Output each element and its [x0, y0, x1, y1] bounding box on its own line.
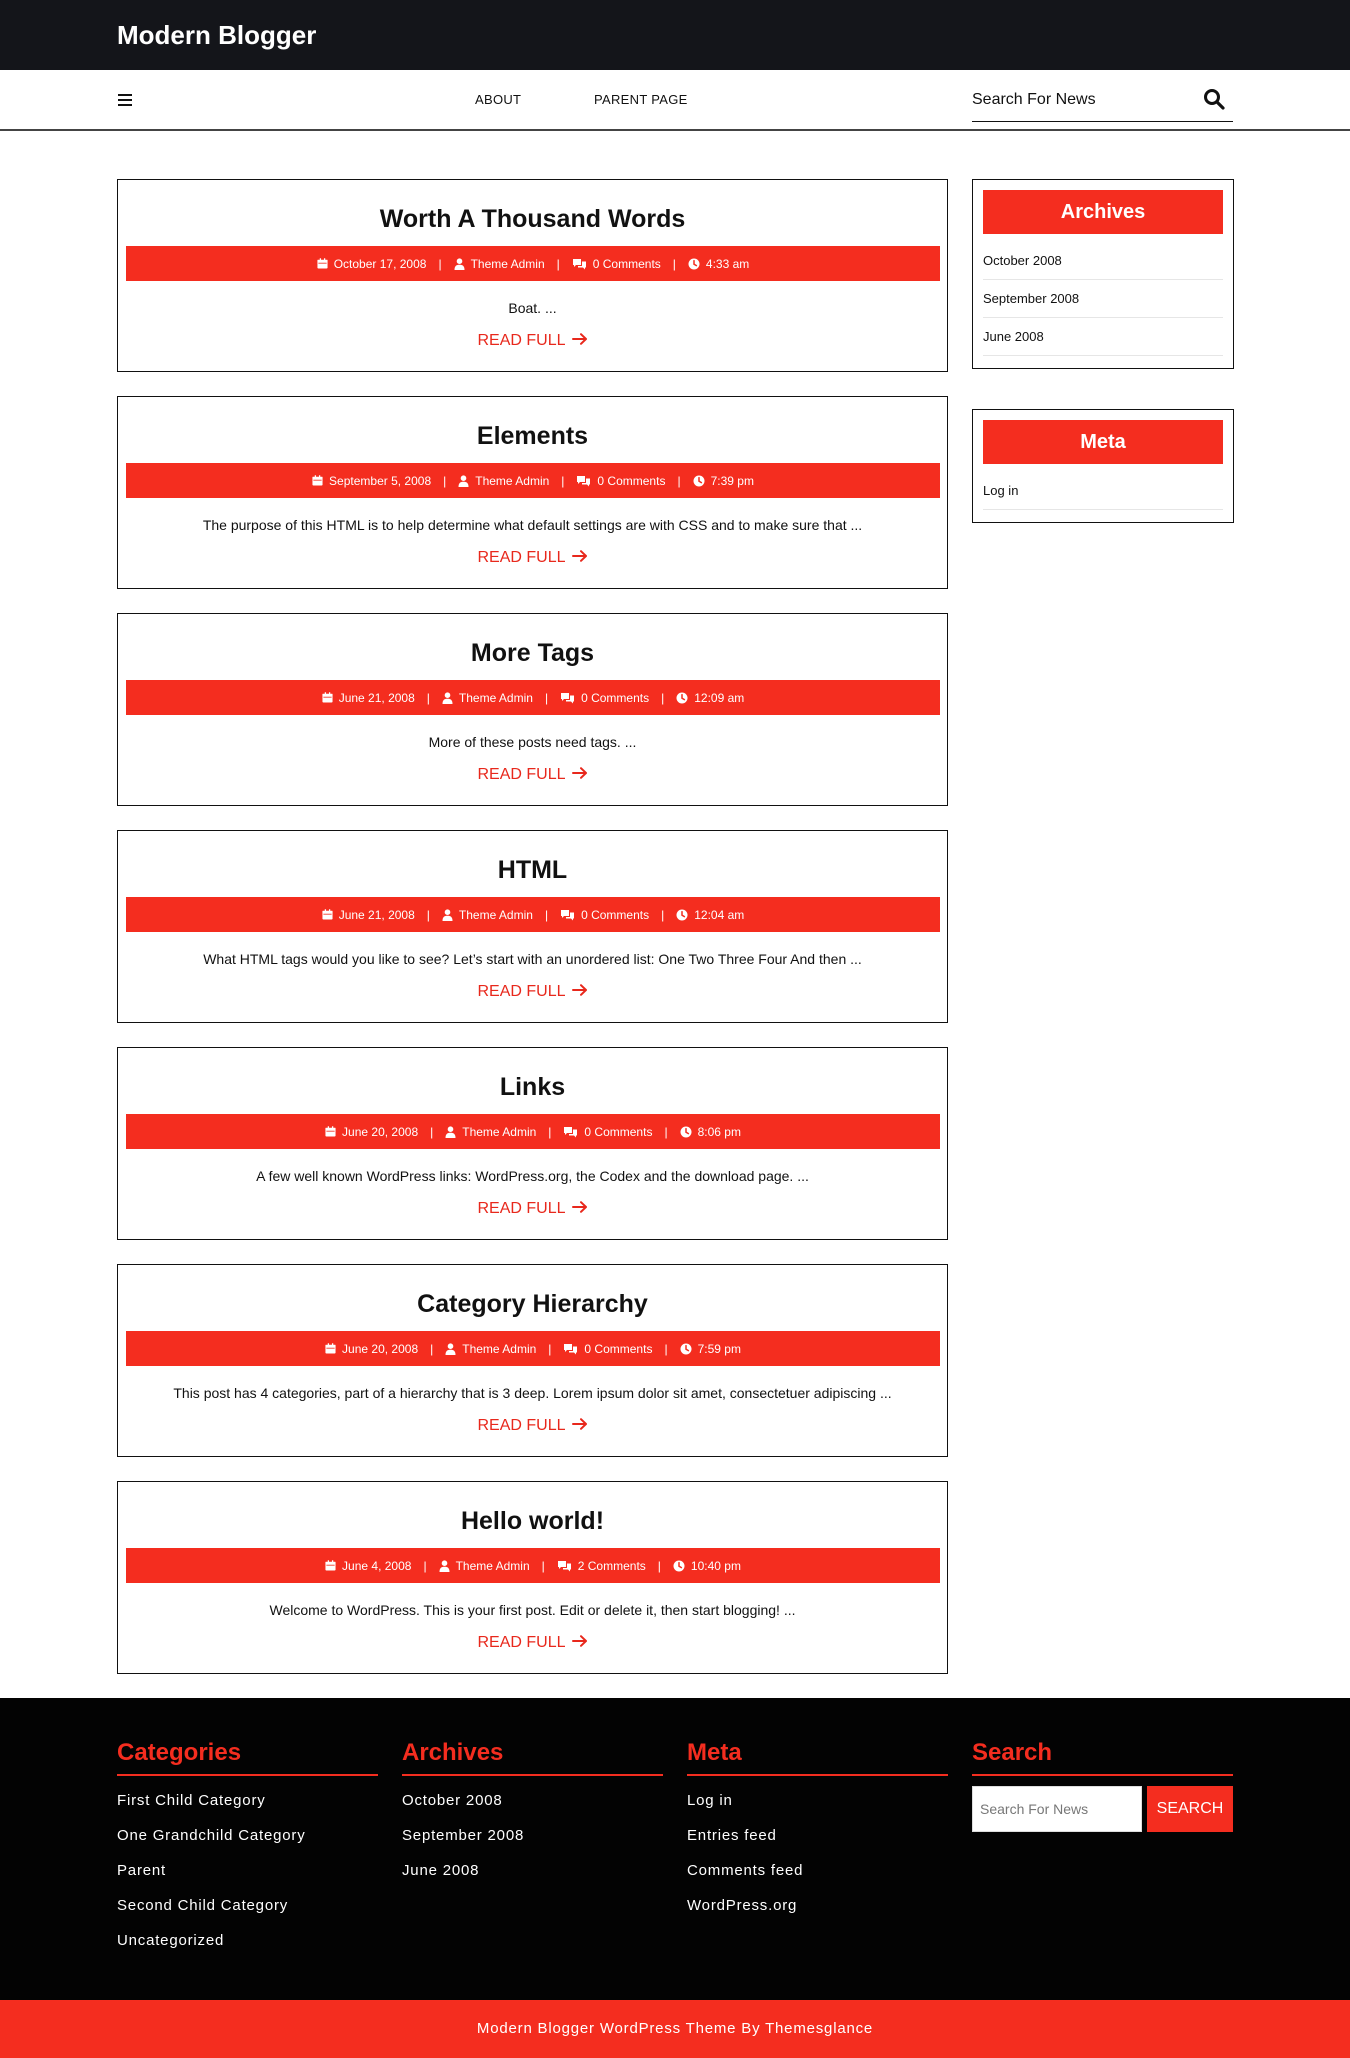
footer-heading: Search: [972, 1738, 1233, 1776]
post-date[interactable]: [325, 1125, 418, 1139]
post-author-text: Theme Admin: [462, 1124, 537, 1139]
post-meta-bar: [126, 246, 940, 281]
meta-separator: |: [657, 1558, 661, 1573]
post-comments[interactable]: [563, 1125, 652, 1139]
arrow-right-icon: [572, 1633, 588, 1653]
footer-meta-link[interactable]: Log in: [687, 1792, 733, 1809]
footer-category-link[interactable]: Uncategorized: [117, 1932, 225, 1949]
post-time-text: 12:09 am: [694, 690, 745, 705]
post-card: [117, 179, 948, 372]
meta-separator: |: [661, 690, 665, 705]
meta-separator: |: [426, 907, 430, 922]
post-excerpt: What HTML tags would you like to see? Let’s start with an unordered list: One Two Three Four And then ...: [203, 951, 862, 967]
post-card: [117, 613, 948, 806]
meta-separator: |: [677, 473, 681, 488]
post-time-text: 10:40 pm: [690, 1558, 741, 1573]
post-excerpt: The purpose of this HTML is to help determine what default settings are with CSS and to make sure that ...: [202, 517, 863, 533]
sidebar-archives-widget: [972, 179, 1234, 369]
arrow-right-icon: [572, 765, 588, 785]
footer-search: [972, 1738, 1233, 1838]
post-date[interactable]: [317, 257, 427, 271]
post-time-text: 8:06 pm: [697, 1124, 741, 1139]
read-more-link[interactable]: [118, 765, 947, 785]
post-date[interactable]: [312, 474, 431, 488]
sidebar-meta-link-login[interactable]: Log in: [983, 472, 1223, 510]
post-title[interactable]: Category Hierarchy: [417, 1290, 648, 1318]
post-comments-text: 0 Comments: [592, 256, 661, 271]
calendar-icon: [325, 1343, 336, 1354]
clock-icon: [676, 909, 688, 921]
footer-categories: [117, 1738, 378, 1950]
post-author[interactable]: [445, 1342, 536, 1356]
post-date-text: September 5, 2008: [329, 473, 432, 488]
post-author-text: Theme Admin: [462, 1341, 537, 1356]
header-search: [972, 82, 1233, 122]
nav-item-about[interactable]: ABOUT: [475, 92, 522, 107]
post-time: [693, 474, 754, 488]
user-icon: [442, 909, 453, 921]
post-card: [117, 396, 948, 589]
clock-icon: [676, 692, 688, 704]
post-author[interactable]: [454, 257, 545, 271]
meta-separator: |: [664, 1124, 668, 1139]
post-card: [117, 830, 948, 1023]
footer-category-link[interactable]: One Grandchild Category: [117, 1827, 306, 1844]
post-title[interactable]: Hello world!: [460, 1507, 605, 1535]
post-comments[interactable]: [572, 257, 661, 271]
footer-heading: Categories: [117, 1738, 378, 1776]
user-icon: [454, 258, 465, 270]
site-header: [0, 0, 1350, 70]
read-more-label: READ FULL: [477, 1417, 566, 1435]
post-time: [688, 257, 749, 271]
post-time-text: 12:04 am: [694, 907, 745, 922]
post-date-text: October 17, 2008: [333, 256, 427, 271]
post-excerpt: Boat. ...: [508, 300, 557, 316]
post-time-text: 4:33 am: [705, 256, 750, 271]
clock-icon: [688, 258, 700, 270]
calendar-icon: [322, 909, 333, 920]
post-time-text: 7:39 pm: [710, 473, 754, 488]
main-navigation: [0, 70, 1350, 131]
footer-search-input[interactable]: [972, 1786, 1142, 1832]
widget-title: Archives: [983, 190, 1223, 234]
footer-category-link[interactable]: First Child Category: [117, 1792, 266, 1809]
meta-separator: |: [548, 1341, 552, 1356]
post-time-text: 7:59 pm: [697, 1341, 741, 1356]
post-card: [117, 1264, 948, 1457]
clock-icon: [673, 1560, 685, 1572]
post-time: [680, 1125, 741, 1139]
arrow-right-icon: [572, 982, 588, 1002]
calendar-icon: [317, 258, 328, 269]
user-icon: [458, 475, 469, 487]
footer-archive-link[interactable]: October 2008: [402, 1792, 503, 1809]
meta-separator: |: [664, 1341, 668, 1356]
meta-separator: |: [426, 690, 430, 705]
calendar-icon: [312, 475, 323, 486]
post-time: [676, 691, 744, 705]
user-icon: [442, 692, 453, 704]
read-more-link[interactable]: [118, 982, 947, 1002]
read-more-label: READ FULL: [477, 1200, 566, 1218]
post-comments[interactable]: [557, 1559, 646, 1573]
meta-separator: |: [544, 907, 549, 922]
post-meta-bar: [126, 897, 940, 932]
post-time: [680, 1342, 741, 1356]
calendar-icon: [325, 1560, 336, 1571]
post-date[interactable]: [325, 1342, 418, 1356]
sidebar-archive-link[interactable]: June 2008: [983, 318, 1223, 356]
post-comments[interactable]: [560, 908, 649, 922]
post-excerpt: This post has 4 categories, part of a hierarchy that is 3 deep. Lorem ipsum dolor sit amet, consectetuer adipiscing ...: [173, 1385, 892, 1401]
read-more-label: READ FULL: [477, 549, 566, 567]
post-excerpt: Welcome to WordPress. This is your first post. Edit or delete it, then start blogging! ...: [269, 1602, 796, 1618]
copyright-bar: Modern Blogger WordPress Theme By Themesglance: [0, 2000, 1350, 2058]
post-author-text: Theme Admin: [458, 907, 533, 922]
sidebar-meta-widget: [972, 409, 1234, 523]
meta-separator: |: [561, 473, 565, 488]
post-card: [117, 1481, 948, 1674]
clock-icon: [693, 475, 705, 487]
footer-meta-link[interactable]: Entries feed: [687, 1827, 777, 1844]
post-date[interactable]: [322, 691, 415, 705]
footer-search-button[interactable]: SEARCH: [1147, 1786, 1233, 1832]
post-meta-bar: [126, 680, 940, 715]
footer-heading: Archives: [402, 1738, 663, 1776]
sidebar-archive-link[interactable]: September 2008: [983, 280, 1223, 318]
clock-icon: [680, 1126, 692, 1138]
post-meta-bar: [126, 1331, 940, 1366]
nav-item-parent-page[interactable]: PARENT PAGE: [594, 92, 688, 107]
meta-separator: |: [661, 907, 665, 922]
read-more-label: READ FULL: [477, 1634, 566, 1652]
site-footer: [0, 1698, 1350, 2000]
arrow-right-icon: [572, 1416, 588, 1436]
post-time: [676, 908, 744, 922]
meta-separator: |: [443, 473, 447, 488]
footer-meta: [687, 1738, 948, 1915]
post-author[interactable]: [458, 474, 549, 488]
post-title[interactable]: HTML: [497, 856, 568, 884]
post-date[interactable]: [322, 908, 415, 922]
post-card: [117, 1047, 948, 1240]
post-comments-text: 0 Comments: [584, 1341, 653, 1356]
post-time: [673, 1559, 741, 1573]
arrow-right-icon: [572, 331, 588, 351]
post-date-text: June 21, 2008: [338, 690, 415, 705]
footer-heading: Meta: [687, 1738, 948, 1776]
footer-archives: [402, 1738, 663, 1880]
post-comments-text: 0 Comments: [581, 690, 650, 705]
calendar-icon: [322, 692, 333, 703]
post-comments[interactable]: [563, 1342, 652, 1356]
meta-separator: |: [556, 256, 560, 271]
post-date-text: June 21, 2008: [338, 907, 415, 922]
arrow-right-icon: [572, 1199, 588, 1219]
arrow-right-icon: [572, 548, 588, 568]
meta-separator: |: [430, 1341, 434, 1356]
search-icon[interactable]: [1203, 88, 1227, 112]
read-more-label: READ FULL: [477, 332, 566, 350]
clock-icon: [680, 1343, 692, 1355]
post-title[interactable]: More Tags: [470, 639, 595, 667]
comments-icon: [563, 1126, 578, 1138]
post-date-text: June 20, 2008: [342, 1124, 419, 1139]
post-comments-text: 0 Comments: [597, 473, 666, 488]
meta-separator: |: [430, 1124, 434, 1139]
site-title[interactable]: Modern Blogger: [117, 20, 317, 50]
meta-separator: |: [541, 1558, 545, 1573]
sidebar-archive-link[interactable]: October 2008: [983, 242, 1223, 280]
footer-meta-link[interactable]: WordPress.org: [687, 1897, 798, 1914]
user-icon: [445, 1126, 456, 1138]
post-author-text: Theme Admin: [455, 1558, 530, 1573]
post-excerpt: More of these posts need tags. ...: [428, 734, 637, 750]
post-date[interactable]: [325, 1559, 411, 1573]
read-more-label: READ FULL: [477, 766, 566, 784]
post-excerpt: A few well known WordPress links: WordPress.org, the Codex and the download page. ...: [256, 1168, 809, 1184]
read-more-link[interactable]: [118, 1416, 947, 1436]
meta-separator: |: [544, 690, 549, 705]
post-title[interactable]: Elements: [476, 422, 589, 450]
footer-meta-link[interactable]: Comments feed: [687, 1862, 804, 1879]
post-author-text: Theme Admin: [475, 473, 550, 488]
post-author[interactable]: [439, 1559, 530, 1573]
header-search-input[interactable]: [972, 86, 1192, 114]
user-icon: [445, 1343, 456, 1355]
post-date-text: June 20, 2008: [342, 1341, 419, 1356]
post-author[interactable]: [442, 908, 533, 922]
post-meta-bar: [126, 1114, 940, 1149]
post-comments-text: 2 Comments: [577, 1558, 646, 1573]
comments-icon: [576, 475, 591, 487]
comments-icon: [572, 258, 587, 270]
user-icon: [439, 1560, 450, 1572]
footer-category-link[interactable]: Parent: [117, 1862, 166, 1879]
read-more-link[interactable]: [118, 1199, 947, 1219]
post-comments-text: 0 Comments: [584, 1124, 653, 1139]
meta-separator: |: [548, 1124, 552, 1139]
footer-category-link[interactable]: Second Child Category: [117, 1897, 289, 1914]
post-comments[interactable]: [560, 691, 649, 705]
post-date-text: June 4, 2008: [342, 1558, 412, 1573]
read-more-label: READ FULL: [477, 983, 566, 1001]
post-comments-text: 0 Comments: [581, 907, 650, 922]
post-comments[interactable]: [576, 474, 665, 488]
hamburger-menu-icon[interactable]: [118, 92, 134, 106]
read-more-link[interactable]: [118, 1633, 947, 1653]
post-author[interactable]: [442, 691, 533, 705]
comments-icon: [563, 1343, 578, 1355]
post-title[interactable]: Links: [499, 1073, 566, 1101]
post-meta-bar: [126, 1548, 940, 1583]
meta-separator: |: [672, 256, 676, 271]
meta-separator: |: [438, 256, 442, 271]
read-more-link[interactable]: [118, 548, 947, 568]
calendar-icon: [325, 1126, 336, 1137]
widget-title: Meta: [983, 420, 1223, 464]
post-author[interactable]: [445, 1125, 536, 1139]
comments-icon: [560, 909, 575, 921]
comments-icon: [560, 692, 575, 704]
post-author-text: Theme Admin: [458, 690, 533, 705]
footer-archive-link[interactable]: June 2008: [402, 1862, 480, 1879]
comments-icon: [557, 1560, 572, 1572]
post-title[interactable]: Worth A Thousand Words: [379, 205, 686, 233]
post-author-text: Theme Admin: [470, 256, 545, 271]
post-meta-bar: [126, 463, 940, 498]
footer-archive-link[interactable]: September 2008: [402, 1827, 525, 1844]
read-more-link[interactable]: [118, 331, 947, 351]
meta-separator: |: [423, 1558, 427, 1573]
